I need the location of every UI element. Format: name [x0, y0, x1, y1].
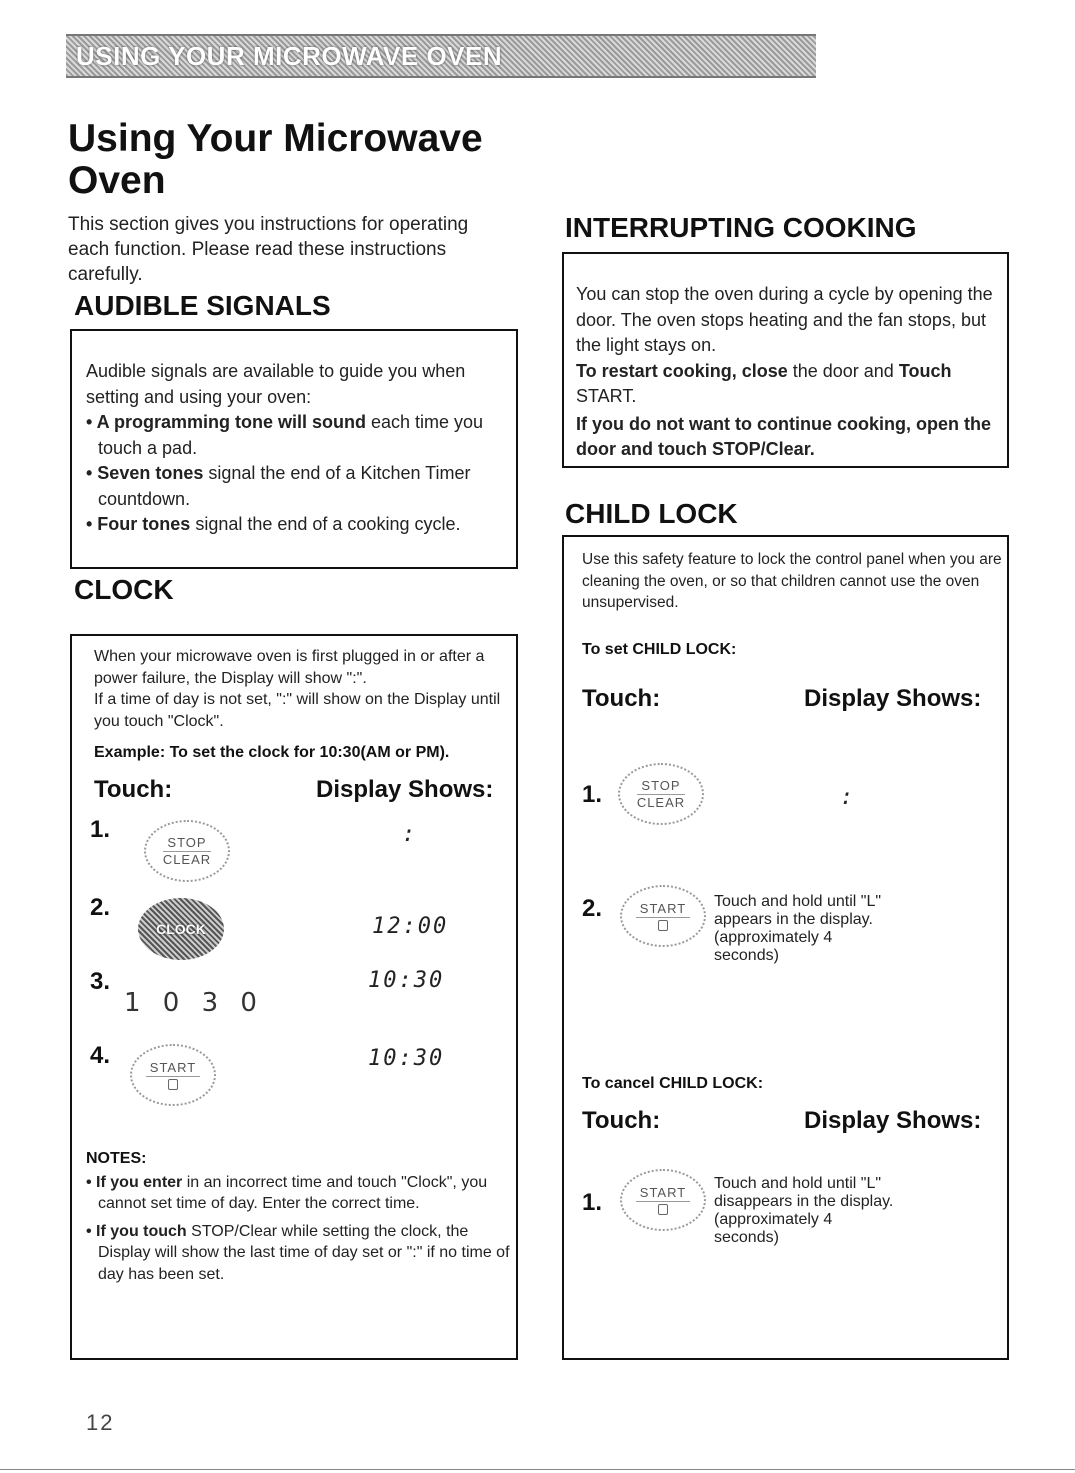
childlock-set-step-1-num: 1. — [582, 781, 603, 808]
pad-label-start: START — [636, 901, 690, 918]
pad-label-start: START — [636, 1185, 690, 1202]
audible-bullet-2: • Seven tones signal the end of a Kitchen Timer countdown. — [86, 463, 471, 509]
audible-text: Audible signals are available to guide you when setting and using your oven: — [86, 361, 466, 407]
page-bottom-rule — [0, 1469, 1075, 1470]
pad-label-clear: CLEAR — [162, 851, 212, 867]
clock-heading: CLOCK — [74, 574, 174, 605]
clock-step-1-num: 1. — [90, 816, 111, 843]
childlock-display-1: : — [840, 785, 856, 810]
childlock-display-label: Display Shows: — [804, 685, 982, 712]
childlock-cancel-label: To cancel CHILD LOCK: — [582, 1075, 764, 1092]
section-banner — [66, 34, 816, 78]
pad-label-stop: STOP — [163, 835, 210, 852]
notes-heading: NOTES: — [86, 1150, 147, 1167]
childlock-cancel-display-label: Display Shows: — [804, 1107, 982, 1134]
childlock-cancel-note: Touch and hold until "L" disappears in the display. (approximately 4 seconds) — [714, 1175, 894, 1246]
interrupt-box — [562, 252, 1009, 468]
stop-clear-pad[interactable] — [618, 763, 704, 825]
intro-text: This section gives you instructions for operating each function. Please read these instructions carefully. — [68, 214, 469, 285]
pad-label-clear: CLEAR — [636, 794, 686, 810]
childlock-cancel-touch-label: Touch: — [582, 1107, 661, 1134]
clock-box — [70, 634, 518, 1360]
clock-display-1: : — [402, 822, 418, 847]
clock-display-2: 12:00 — [372, 914, 449, 939]
start-pad[interactable] — [620, 885, 706, 947]
childlock-set-label: To set CHILD LOCK: — [582, 641, 737, 658]
clock-intro-2: If a time of day is not set, ":" will show on the Display until you touch "Clock". — [94, 691, 501, 730]
audible-bullet-1: • A programming tone will sound each time you touch a pad. — [86, 412, 484, 458]
childlock-box — [562, 535, 1009, 1360]
clock-pad[interactable] — [138, 898, 224, 960]
page-number: 12 — [86, 1410, 115, 1435]
start-pad[interactable] — [130, 1044, 216, 1106]
clock-step-3-num: 3. — [90, 968, 111, 995]
start-pad[interactable] — [620, 1169, 706, 1231]
number-pads-1030[interactable]: 1 0 3 0 — [124, 988, 257, 1018]
clock-display-3: 10:30 — [368, 968, 445, 993]
lock-icon — [658, 920, 668, 931]
clock-step-2-num: 2. — [90, 894, 111, 921]
childlock-heading: CHILD LOCK — [565, 498, 738, 529]
stop-clear-pad[interactable] — [144, 820, 230, 882]
page-title: Using Your Microwave Oven — [68, 117, 483, 202]
interrupt-heading: INTERRUPTING COOKING — [565, 212, 917, 243]
childlock-set-note: Touch and hold until "L" appears in the display. (approximately 4 seconds) — [714, 893, 882, 964]
interrupt-stop: If you do not want to continue cooking, open the door and touch STOP/Clear. — [576, 413, 991, 459]
clock-touch-label: Touch: — [94, 776, 173, 803]
clock-step-4-num: 4. — [90, 1042, 111, 1069]
childlock-cancel-step-1-num: 1. — [582, 1189, 603, 1216]
interrupt-text: You can stop the oven during a cycle by opening the door. The oven stops heating and the fan stops, but the light stays on. — [576, 284, 993, 355]
clock-example: Example: To set the clock for 10:30(AM or PM). — [94, 744, 450, 761]
clock-display-4: 10:30 — [368, 1046, 445, 1071]
lock-icon — [658, 1204, 668, 1215]
childlock-touch-label: Touch: — [582, 685, 661, 712]
clock-intro-1: When your microwave oven is first plugged in or after a power failure, the Display will show ":". — [94, 648, 485, 687]
pad-label-start: START — [146, 1060, 200, 1077]
audible-heading: AUDIBLE SIGNALS — [74, 290, 331, 321]
lock-icon — [168, 1079, 178, 1090]
banner-text: USING YOUR MICROWAVE OVEN — [76, 41, 503, 71]
pad-label-stop: STOP — [637, 778, 684, 795]
interrupt-restart: To restart cooking, close the door and Touch START. — [576, 360, 952, 406]
childlock-set-step-2-num: 2. — [582, 895, 603, 922]
pad-label-clock: CLOCK — [156, 921, 206, 937]
clock-note-1: • If you enter in an incorrect time and touch "Clock", you cannot set time of day. Enter the correct time. — [86, 1173, 488, 1212]
clock-note-2: • If you touch STOP/Clear while setting the clock, the Display will show the last time of day set or ":" if no time of day has been set. — [86, 1222, 510, 1283]
audible-bullet-3: • Four tones signal the end of a cooking cycle. — [86, 514, 461, 534]
audible-box — [70, 329, 518, 569]
childlock-text: Use this safety feature to lock the control panel when you are cleaning the oven, or so that children cannot use the oven unsupervised. — [582, 551, 1002, 611]
clock-display-label: Display Shows: — [316, 776, 494, 803]
